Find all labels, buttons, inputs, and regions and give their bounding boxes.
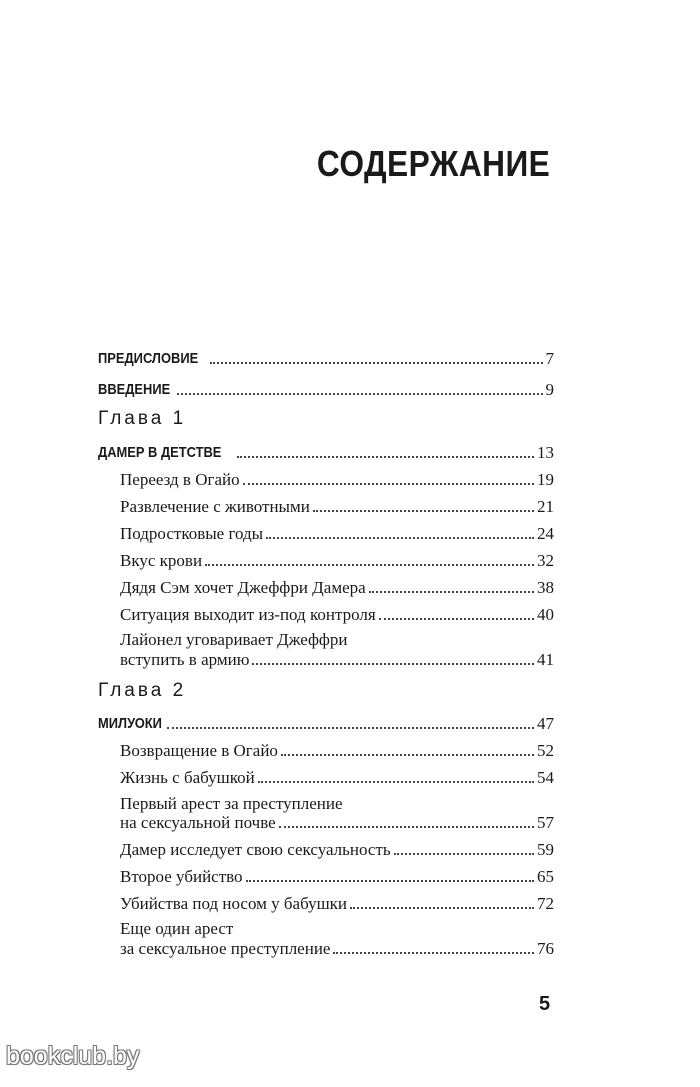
toc-entry-page: 57 [537,813,554,832]
dot-leader [266,537,534,539]
toc-entry-page: 65 [537,867,554,886]
toc-entry-label: ПРЕДИСЛОВИЕ [98,350,199,367]
dot-leader [258,781,534,783]
toc-entry-label: Убийства под носом у бабушки [120,894,348,913]
toc-entry-page: 19 [537,470,554,489]
toc-entry-label: Подростковые годы [120,524,264,543]
dot-leader [167,727,534,729]
toc-entry-label: Дядя Сэм хочет Джеффри Дамера [120,578,366,597]
toc-entry-page: 24 [537,524,554,543]
toc-entry-page: 13 [537,443,554,462]
toc-entry-page: 40 [537,605,554,624]
toc-entry[interactable] [120,520,554,544]
toc-entry-page: 59 [537,840,554,859]
toc-entry[interactable] [120,737,554,761]
toc-entry[interactable] [120,890,554,914]
toc-entry-page: 21 [537,497,554,516]
toc-entry[interactable] [120,836,554,860]
toc-entry-label: МИЛУОКИ [98,715,162,732]
dot-leader [205,564,534,566]
toc-entry-label: Ситуация выходит из-под контроля [120,605,376,624]
toc-entry-label: за сексуальное преступление [120,939,331,958]
toc-entry-wrapped-line: Еще один арест [120,919,234,938]
toc-entry[interactable] [120,466,554,490]
dot-leader [252,663,534,665]
toc-entry[interactable] [120,863,554,887]
toc-entry[interactable] [120,764,554,788]
toc-entry-chapter-1-title[interactable] [98,439,554,463]
toc-entry-page: 72 [537,894,554,913]
toc-entry-label: Жизнь с бабушкой [120,768,255,787]
page-title: СОДЕРЖАНИЕ [316,143,550,184]
dot-leader [369,591,534,593]
toc-entry-page: 76 [537,939,554,958]
dot-leader [394,853,534,855]
dot-leader [246,880,534,882]
toc-entry-page: 52 [537,741,554,760]
chapter-1-heading: Глава 1 [98,408,187,429]
dot-leader [210,362,543,364]
toc-entry-preface[interactable] [98,345,554,369]
dot-leader [177,393,543,395]
toc-entry-label: Переезд в Огайо [120,470,240,489]
dot-leader [350,907,534,909]
toc-entry-label: Второе убийство [120,867,243,886]
toc-entry[interactable] [120,809,554,833]
toc-entry-page: 41 [537,650,554,669]
toc-entry-page: 38 [537,578,554,597]
toc-entry-page: 54 [537,768,554,787]
toc-entry-page: 7 [545,349,554,368]
toc-entry-label: Дамер исследует свою сексуальность [120,840,391,859]
toc-entry-page: 32 [537,551,554,570]
toc-entry-wrapped-line: Лайонел уговаривает Джеффри [120,630,348,649]
toc-entry[interactable] [120,935,554,959]
watermark: bookclub.by [6,1042,140,1070]
toc-entry[interactable] [120,601,554,625]
toc-entry-label: ДАМЕР В ДЕТСТВЕ [98,444,222,461]
dot-leader [313,510,534,512]
toc-entry-wrapped-line: Первый арест за преступление [120,794,343,813]
dot-leader [279,826,534,828]
dot-leader [333,952,534,954]
toc-entry[interactable] [120,493,554,517]
dot-leader [281,754,534,756]
toc-entry[interactable] [120,574,554,598]
dot-leader [237,456,534,458]
toc-entry[interactable] [120,646,554,670]
toc-entry-chapter-2-title[interactable] [98,710,554,734]
toc-entry-intro[interactable] [98,376,554,400]
dot-leader [379,618,534,620]
toc-entry-label: вступить в армию [120,650,250,669]
toc-entry-label: Возвращение в Огайо [120,741,278,760]
toc-entry-label: Развлечение с животными [120,497,310,516]
chapter-2-heading: Глава 2 [98,680,187,701]
toc-entry-label: ВВЕДЕНИЕ [98,381,171,398]
toc-entry[interactable] [120,547,554,571]
toc-entry-page: 47 [537,714,554,733]
page-number: 5 [539,993,551,1015]
toc-entry-label: на сексуальной почве [120,813,276,832]
toc-entry-page: 9 [545,380,554,399]
toc-entry-label: Вкус крови [120,551,203,570]
dot-leader [243,483,534,485]
